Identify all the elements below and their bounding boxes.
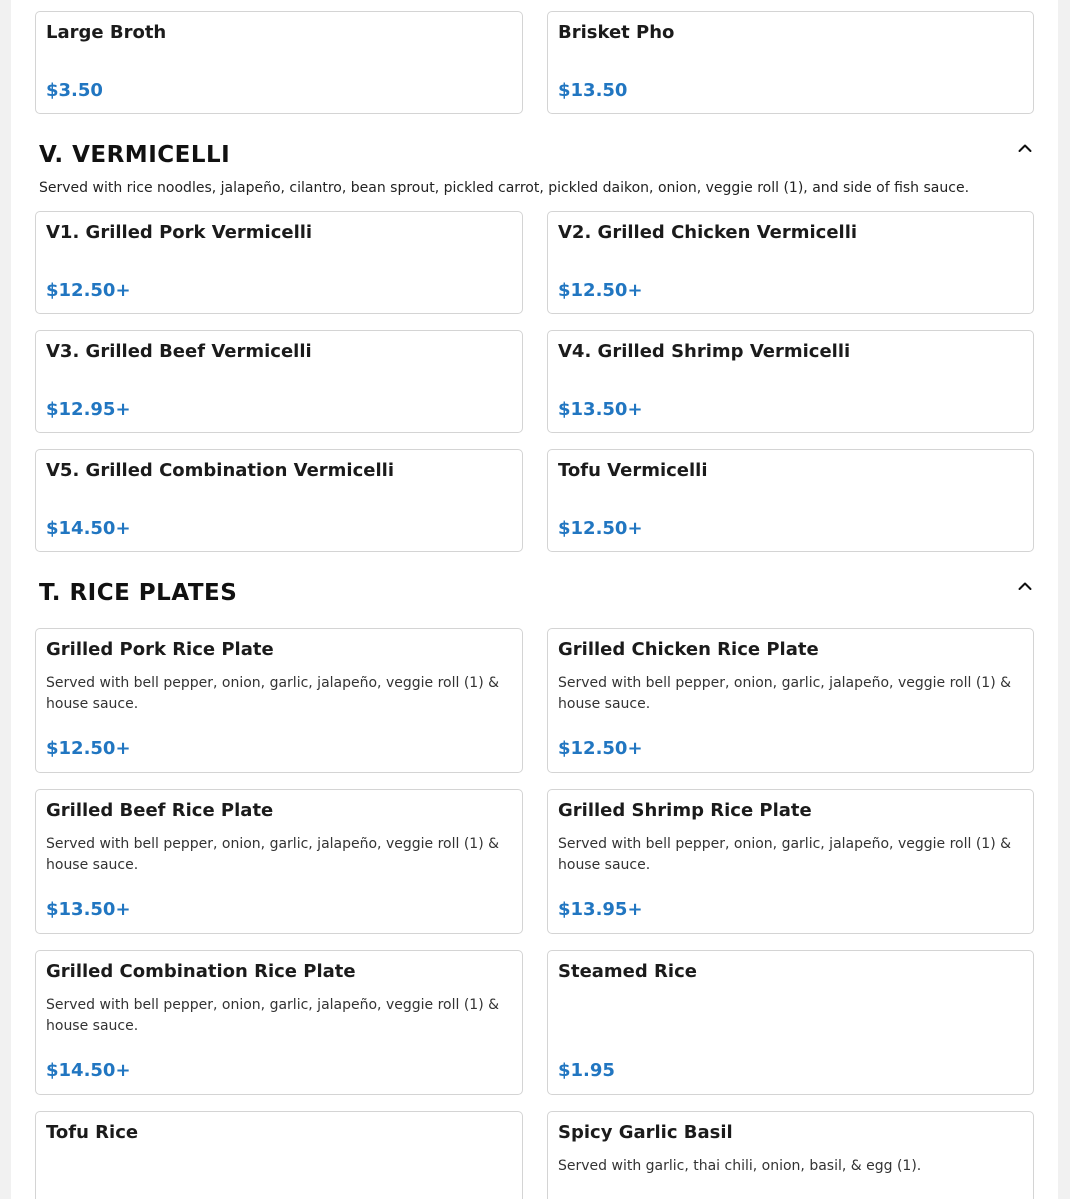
menu-item-name: Grilled Combination Rice Plate xyxy=(46,961,356,982)
menu-item-name: V5. Grilled Combination Vermicelli xyxy=(46,460,394,481)
menu-item-description: Served with bell pepper, onion, garlic, jalapeño, veggie roll (1) & house sauce. xyxy=(46,836,500,873)
menu-item-description: Served with garlic, thai chili, onion, basil, & egg (1). xyxy=(558,1158,922,1174)
menu-item-card[interactable] xyxy=(35,628,523,773)
menu-item-name: Steamed Rice xyxy=(558,961,697,982)
menu-item-card[interactable] xyxy=(547,1111,1034,1199)
chevron-up-icon[interactable] xyxy=(1017,578,1033,594)
menu-page xyxy=(11,0,1058,1199)
menu-item-price: $12.50+ xyxy=(558,280,643,301)
menu-item-price: $12.50+ xyxy=(46,738,131,759)
menu-item-card[interactable] xyxy=(547,11,1034,114)
menu-item-card[interactable] xyxy=(35,1111,523,1199)
menu-item-name: V1. Grilled Pork Vermicelli xyxy=(46,222,313,243)
menu-item-card[interactable] xyxy=(547,789,1034,934)
menu-item-name: Tofu Rice xyxy=(46,1122,139,1143)
section-title-rice-plates: T. RICE PLATES xyxy=(39,580,238,606)
menu-item-name: Tofu Vermicelli xyxy=(558,460,708,481)
menu-item-card[interactable] xyxy=(35,211,523,314)
menu-item-price: $14.50+ xyxy=(46,518,131,539)
menu-item-price: $13.50+ xyxy=(46,899,131,920)
menu-item-description: Served with bell pepper, onion, garlic, jalapeño, veggie roll (1) & house sauce. xyxy=(558,675,1012,712)
menu-item-price: $12.50+ xyxy=(558,518,643,539)
menu-item-card[interactable] xyxy=(35,11,523,114)
menu-item-card[interactable] xyxy=(35,950,523,1095)
menu-item-name: Brisket Pho xyxy=(558,22,675,43)
menu-item-price: $13.50 xyxy=(558,80,628,101)
menu-item-card[interactable] xyxy=(547,449,1034,552)
menu-item-name: Grilled Beef Rice Plate xyxy=(46,800,274,821)
menu-item-card[interactable] xyxy=(35,789,523,934)
menu-item-card[interactable] xyxy=(547,628,1034,773)
section-description-vermicelli: Served with rice noodles, jalapeño, cilantro, bean sprout, pickled carrot, pickled daikon, onion, veggie roll (1), and side of fish sauce. xyxy=(39,180,970,196)
menu-item-name: V4. Grilled Shrimp Vermicelli xyxy=(558,341,851,362)
menu-item-price: $1.95 xyxy=(558,1060,615,1081)
menu-item-card[interactable] xyxy=(35,330,523,433)
menu-item-card[interactable] xyxy=(547,950,1034,1095)
menu-item-name: Grilled Pork Rice Plate xyxy=(46,639,274,660)
menu-item-price: $13.95+ xyxy=(558,899,643,920)
menu-item-description: Served with bell pepper, onion, garlic, jalapeño, veggie roll (1) & house sauce. xyxy=(46,997,500,1034)
menu-item-price: $3.50 xyxy=(46,80,103,101)
menu-item-name: V2. Grilled Chicken Vermicelli xyxy=(558,222,858,243)
menu-item-name: V3. Grilled Beef Vermicelli xyxy=(46,341,312,362)
menu-item-price: $13.50+ xyxy=(558,399,643,420)
menu-item-price: $12.50+ xyxy=(46,280,131,301)
menu-item-price: $12.95+ xyxy=(46,399,131,420)
menu-item-name: Large Broth xyxy=(46,22,167,43)
menu-item-name: Spicy Garlic Basil xyxy=(558,1122,733,1143)
menu-item-card[interactable] xyxy=(547,211,1034,314)
menu-item-price: $12.50+ xyxy=(558,738,643,759)
menu-item-name: Grilled Chicken Rice Plate xyxy=(558,639,819,660)
menu-item-name: Grilled Shrimp Rice Plate xyxy=(558,800,812,821)
menu-item-description: Served with bell pepper, onion, garlic, jalapeño, veggie roll (1) & house sauce. xyxy=(46,675,500,712)
menu-item-description: Served with bell pepper, onion, garlic, jalapeño, veggie roll (1) & house sauce. xyxy=(558,836,1012,873)
menu-item-card[interactable] xyxy=(547,330,1034,433)
menu-item-card[interactable] xyxy=(35,449,523,552)
chevron-up-icon[interactable] xyxy=(1017,140,1033,156)
menu-item-price: $14.50+ xyxy=(46,1060,131,1081)
section-title-vermicelli: V. VERMICELLI xyxy=(39,142,231,168)
